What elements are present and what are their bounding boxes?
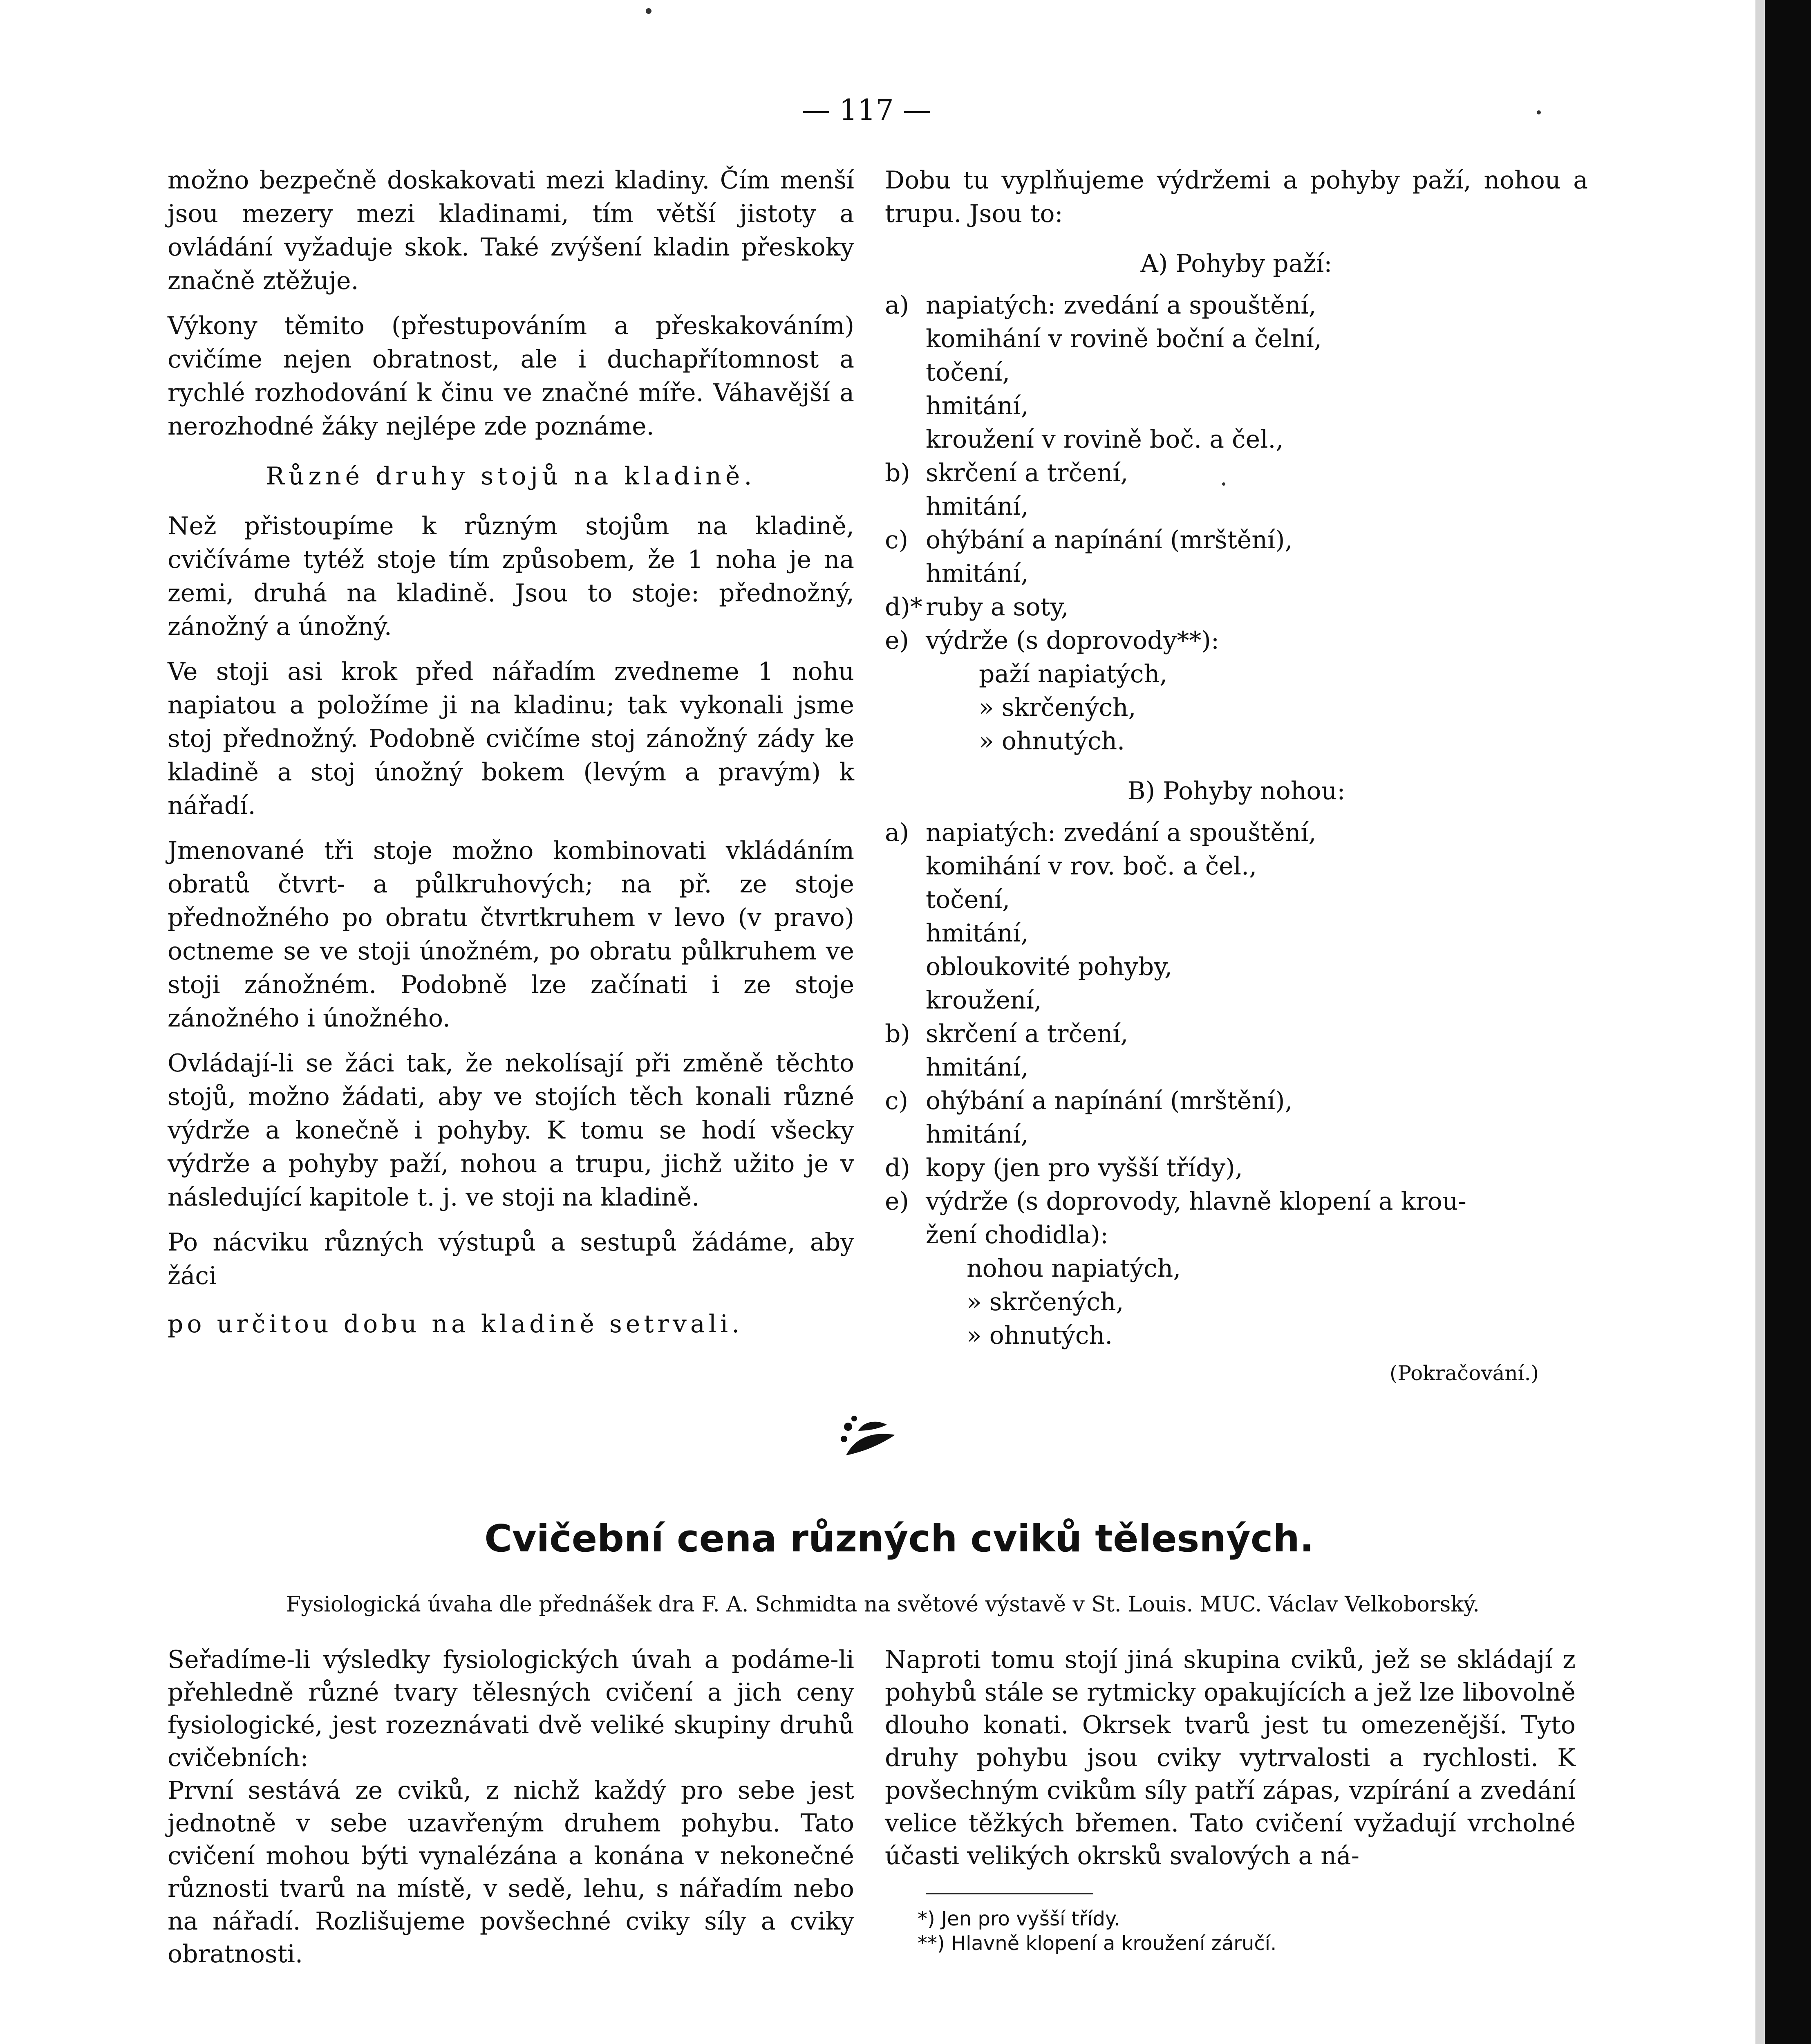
paragraph: Ve stoji asi krok před nářadím zvedneme 1 nohu napiatou a položíme ji na kladinu; tak vykonali jsme stoj přednožný. Podobně cvičíme stoj zánožný zády ke kladině a stoj únožný bokem (levým a pravým) k nářadí. xyxy=(168,657,854,820)
list-heading-a: A) Pohyby paží: xyxy=(1140,249,1332,278)
floral-ornament-icon xyxy=(834,1406,907,1468)
list-item: a) napiatých: zvedání a spouštění, komihání v rovině boční a čelní, točení, hmitání, kroužení v rovině boč. a čel., xyxy=(885,291,1322,454)
scan-speck xyxy=(646,8,651,14)
list-item: b) skrčení a trčení, hmitání, xyxy=(885,459,1128,521)
footnote: *) Jen pro vyšší třídy. xyxy=(918,1907,1120,1930)
list-item: e) výdrže (s doprovody, hlavně klopení a krou- žení chodidla): xyxy=(885,1187,1466,1249)
scan-border-right xyxy=(1765,0,1811,2044)
scan-edge xyxy=(1755,0,1765,2044)
article-title: Cvičební cena různých cviků tělesných. xyxy=(484,1517,1314,1560)
list-item: c) ohýbání a napínání (mrštění), hmitání, xyxy=(885,1087,1293,1149)
intro-paragraph: Dobu tu vyplňujeme výdržemi a pohyby paží, nohou a trupu. Jsou to: xyxy=(885,166,1588,228)
paragraph: Naproti tomu stojí jiná skupina cviků, jež se skládají z pohybů stále se rytmicky opakujících a jež lze libovolně dlouho konati. Okrsek tvarů jest tu omezenější. Tyto druhy pohybu jsou cviky vytrvalosti a rychlosti. K povšechným cvikům síly patří zápas, vzpírání a zvedání velice těžkých břemen. Tato cvičení vyžadují vrcholné účasti velikých okrsků svalových a ná- xyxy=(885,1645,1576,1870)
list-item: d)* ruby a soty, xyxy=(885,593,1069,621)
paragraph: První sestává ze cviků, z nichž každý pro sebe jest jednotně v sebe uzavřeným druhem pohybu. Tato cvičení mohou býti vynalézána a konána v nekonečné různosti tvarů na místě, v sedě, lehu, s nářadím nebo na nářadí. Rozlišujeme povšechné cviky síly a cviky obratnosti. xyxy=(168,1776,854,1968)
article-subtitle: Fysiologická úvaha dle přednášek dra F. A. Schmidta na světové výstavě v St. Louis. MUC. Václav Velkoborský. xyxy=(286,1592,1480,1617)
paragraph: Ovládají-li se žáci tak, že nekolísají při změně těchto stojů, možno žádati, aby ve stojích těch konali různé výdrže a konečně i pohyby. K tomu se hodí všecky výdrže a pohyby paží, nohou a trupu, jichž užito je v následující kapitole t. j. ve stoji na kladině. xyxy=(168,1049,854,1212)
footnote-rule xyxy=(926,1893,1093,1894)
right-column: Dobu tu vyplňujeme výdržemi a pohyby paží, nohou a trupu. Jsou to: A) Pohyby paží: a) napiatých: zvedání a spouštění, komihání v rovině boční a čelní, točení, hmitání, kroužení v rovině boč. a čel., b) skrčení a trčení, hmitání, c) ohýbání a napínání (mrštění), hmitání, d)* ruby a soty, e) výdrže (s doprovody**): paží napiatých, » skrčených, » ohnutých. B) Pohyby nohou: a) napiatých: zvedání a spouštění, komihání v rov. boč. a čel., točení, hmitání, obloukovité pohyby, kroužení, b) skrčení a trčení, hmitání, c) ohýbání a napínání (mrštění), hmitání, d) kopy (jen pro vyšší třídy), e) výdrže (s doprovody, hlavně klopení a krou- žení chodidla): nohou napiatých, » skrčených, » ohnutých. (Pokračování.) xyxy=(885,164,1588,1390)
list-item: e) výdrže (s doprovody**): xyxy=(885,626,1220,655)
paragraph: Seřadíme-li výsledky fysiologických úvah a podáme-li přehledně různé tvary tělesných cvičení a jich ceny fysiologické, jest rozeznávati dvě veliké skupiny druhů cvičebních: xyxy=(168,1645,854,1772)
list-item: c) ohýbání a napínání (mrštění), hmitání, xyxy=(885,526,1293,588)
scan-speck xyxy=(1222,482,1225,486)
paragraph: Výkony těmito (přestupováním a přeskakováním) cvičíme nejen obratnost, ale i duchapřítomnost a rychlé rozhodování k činu ve značné míře. Váhavější a nerozhodné žáky nejlépe zde poznáme. xyxy=(168,312,854,441)
left-column xyxy=(168,164,854,1341)
article-left-column xyxy=(168,1643,854,1970)
list-item: b) skrčení a trčení, hmitání, xyxy=(885,1020,1128,1082)
list-item: d) kopy (jen pro vyšší třídy), xyxy=(885,1154,1243,1182)
article-right-column xyxy=(885,1643,1576,1956)
list-heading-b: B) Pohyby nohou: xyxy=(1127,777,1345,805)
list-item: a) napiatých: zvedání a spouštění, komihání v rov. boč. a čel., točení, hmitání, obloukovité pohyby, kroužení, xyxy=(885,818,1316,1015)
paragraph: Než přistoupíme k různým stojům na kladině, cvičíváme tytéž stoje tím způsobem, že 1 noha je na zemi, druhá na kladině. Jsou to stoje: přednožný, zánožný a únožný. xyxy=(168,512,854,641)
paragraph: Jmenované tři stoje možno kombinovati vkládáním obratů čtvrt- a půlkruhových; na př. ze stoje přednožného po obratu čtvrtkruhem v levo (v pravo) octneme se ve stoji únožném, po obratu půlkruhem ve stoji zánožném. Podobně lze začínati i ze stoje zánožného i únožného. xyxy=(168,836,854,1033)
page-number: — 117 — xyxy=(801,93,932,127)
section-subheading: Různé druhy stojů na kladině. xyxy=(266,462,756,491)
continued-note: (Pokračování.) xyxy=(1390,1361,1539,1385)
emphasized-line: po určitou dobu na kladině setrvali. xyxy=(168,1310,743,1338)
paragraph: Po nácviku různých výstupů a sestupů žádáme, aby žáci xyxy=(168,1228,854,1290)
paragraph: možno bezpečně doskakovati mezi kladiny. Čím menší jsou mezery mezi kladinami, tím větší jistoty a ovládání vyžaduje skok. Také zvýšení kladin přeskoky značně ztěžuje. xyxy=(168,166,854,295)
footnote: **) Hlavně klopení a kroužení záručí. xyxy=(918,1932,1277,1955)
scan-speck xyxy=(1537,110,1541,114)
